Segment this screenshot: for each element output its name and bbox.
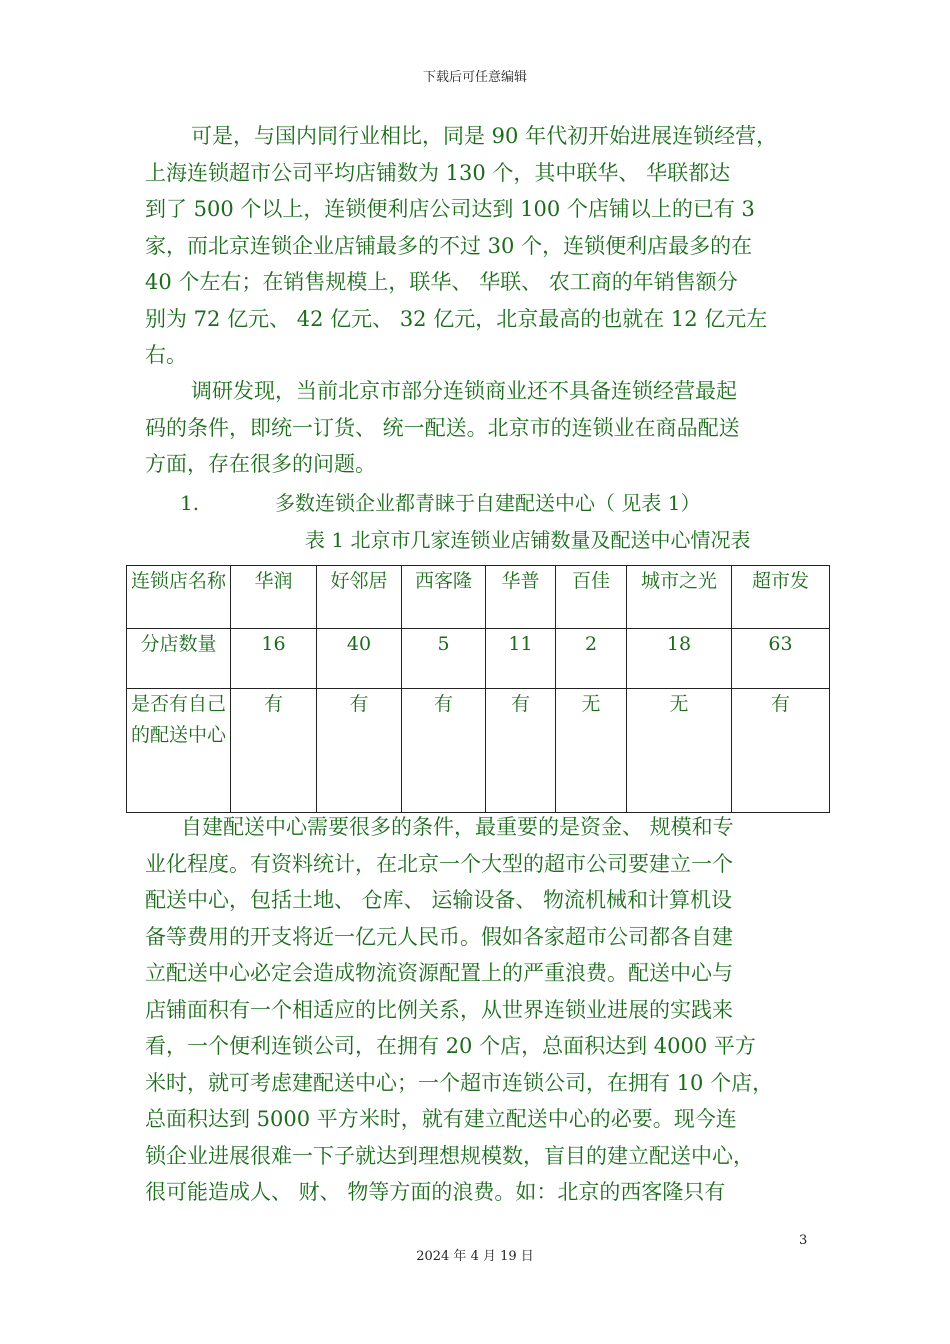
- page-number: 3: [799, 1233, 808, 1248]
- text-line: 上海连锁超市公司平均店铺数为 130 个，其中联华、 华联都达: [145, 160, 731, 185]
- table-cell: 63: [732, 629, 830, 689]
- table-cell: 11: [486, 629, 556, 689]
- text-line: 配送中心，包括土地、 仓库、 运输设备、 物流机械和计算机设: [145, 888, 733, 912]
- list-item-1: [180, 487, 700, 516]
- paragraph-1: [145, 118, 810, 374]
- footer-date: 2024 年 4 月 19 日: [416, 1249, 534, 1264]
- paragraph-3: [145, 809, 810, 1211]
- table-cell: 城市之光: [627, 566, 732, 629]
- table-row: [127, 689, 830, 813]
- text-line: 店铺面积有一个相适应的比例关系，从世界连锁业进展的实践来: [145, 997, 733, 1022]
- page-header: 下载后可任意编辑: [422, 70, 527, 85]
- table-cell: 百佳: [556, 566, 627, 629]
- table-cell: 无: [556, 689, 627, 813]
- table-cell: 有: [732, 689, 830, 813]
- text-line: 可是，与国内同行业相比，同是 90 年代初开始进展连锁经营，: [191, 124, 778, 148]
- table-cell: 好邻居: [317, 566, 402, 629]
- text-line: 总面积达到 5000 平方米时，就有建立配送中心的必要。现今连: [145, 1107, 737, 1131]
- table-cell: 18: [627, 629, 732, 689]
- table-cell: 超市发: [732, 566, 830, 629]
- table-cell: 有: [486, 689, 556, 813]
- table-cell: 有: [402, 689, 486, 813]
- table-header-row: [127, 566, 830, 629]
- text-line: 备等费用的开支将近一亿元人民币。假如各家超市公司都各自建: [145, 924, 733, 949]
- table-cell: 有: [231, 689, 317, 813]
- table-cell: 无: [627, 689, 732, 813]
- list-text: 多数连锁企业都青睐于自建配送中心（ 见表 1）: [275, 491, 701, 515]
- text-line: 调研发现，当前北京市部分连锁商业还不具备连锁经营最起: [191, 379, 737, 403]
- text-line: 40 个左右；在销售规模上，联华、 华联、 农工商的年销售额分: [145, 270, 738, 294]
- text-line: 业化程度。有资料统计，在北京一个大型的超市公司要建立一个: [145, 851, 733, 876]
- text-line: 锁企业进展很难一下子就达到理想规模数，盲目的建立配送中心，: [145, 1143, 754, 1168]
- table-cell: 华普: [486, 566, 556, 629]
- paragraph-2: [145, 373, 810, 483]
- text-line: 码的条件，即统一订货、 统一配送。北京市的连锁业在商品配送: [145, 415, 740, 440]
- text-line: 看，一个便利连锁公司，在拥有 20 个店，总面积达到 4000 平方: [145, 1034, 756, 1058]
- table-caption: 表 1 北京市几家连锁业店铺数量及配送中心情况表: [305, 528, 751, 552]
- list-number: 1.: [180, 491, 200, 515]
- text-line: 立配送中心必定会造成物流资源配置上的严重浪费。配送中心与: [145, 961, 733, 985]
- table-cell: 有: [317, 689, 402, 813]
- table-cell: 分店数量: [127, 629, 231, 689]
- table-cell: 40: [317, 629, 402, 689]
- table-cell: 连锁店名称: [127, 566, 231, 629]
- table-cell: 2: [556, 629, 627, 689]
- text-line: 别为 72 亿元、 42 亿元、 32 亿元，北京最高的也就在 12 亿元左: [145, 306, 768, 331]
- chain-store-table: [126, 565, 830, 813]
- text-line: 米时，就可考虑建配送中心；一个超市连锁公司，在拥有 10 个店，: [145, 1070, 774, 1095]
- table-row: [127, 629, 830, 689]
- text-line: 方面，存在很多的问题。: [145, 452, 376, 476]
- text-line: 到了 500 个以上，连锁便利店公司达到 100 个店铺以上的已有 3: [145, 197, 755, 221]
- text-line: 自建配送中心需要很多的条件，最重要的是资金、 规模和专: [181, 815, 734, 839]
- table-cell: 西客隆: [402, 566, 486, 629]
- table-cell: 5: [402, 629, 486, 689]
- text-line: 家，而北京连锁企业店铺最多的不过 30 个，连锁便利店最多的在: [145, 233, 753, 258]
- table-cell: 16: [231, 629, 317, 689]
- table-cell: 是否有自己的配送中心: [127, 689, 231, 813]
- table-cell: 华润: [231, 566, 317, 629]
- text-line: 很可能造成人、 财、 物等方面的浪费。如：北京的西客隆只有: [145, 1180, 726, 1204]
- text-line: 右。: [145, 343, 187, 367]
